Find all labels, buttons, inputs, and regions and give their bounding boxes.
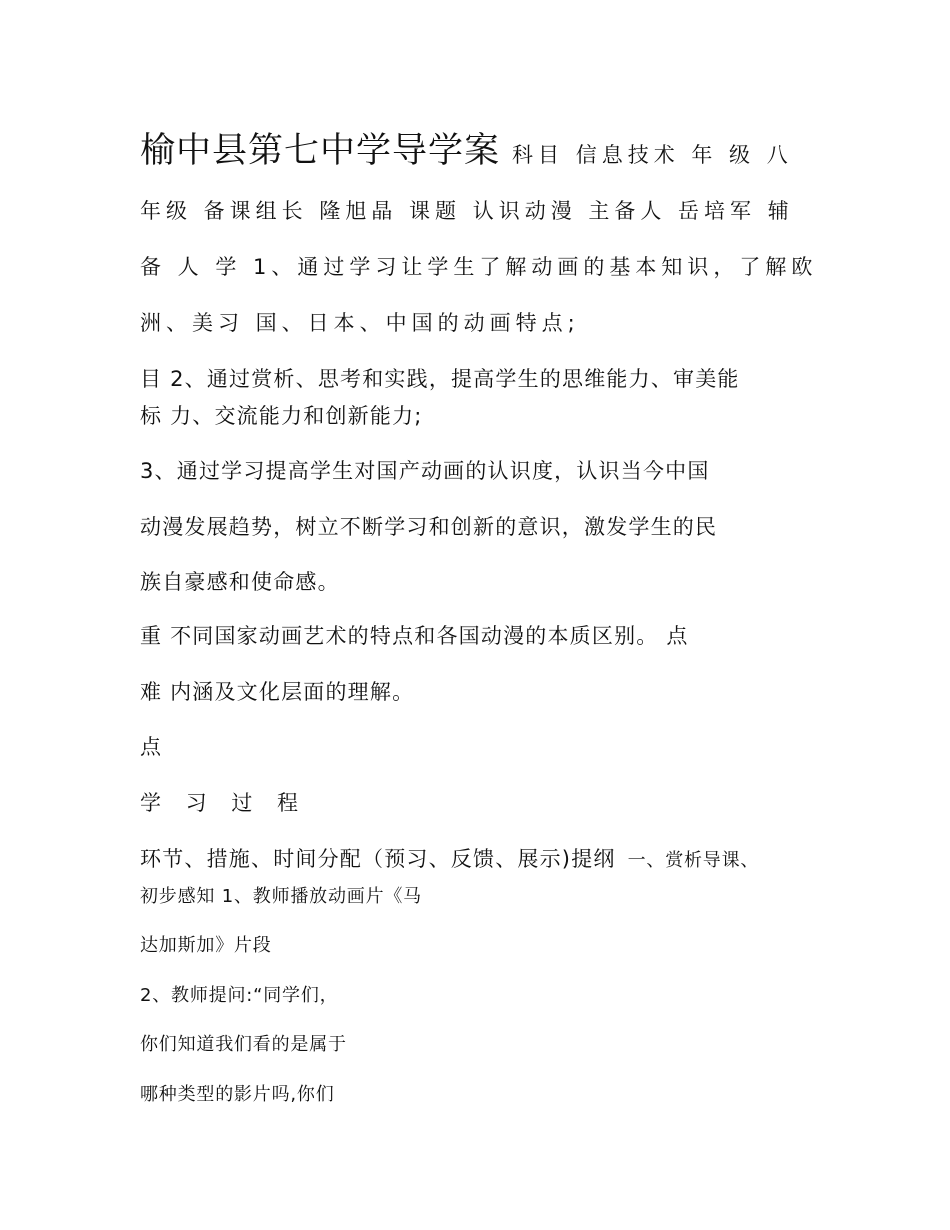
process-line-5: 你们知道我们看的是属于 bbox=[140, 1034, 347, 1055]
process-heading: 学 习 过 程 bbox=[140, 791, 308, 815]
objective-line-5: 动漫发展趋势，树立不断学习和创新的意识，激发学生的民 bbox=[140, 515, 718, 539]
process-line-6: 哪种类型的影片吗,你们 bbox=[140, 1084, 335, 1105]
process-line-1 bbox=[140, 849, 759, 870]
header-subject-grade: 科目 信息技术 年 级 八 bbox=[512, 143, 793, 167]
header-row-3: 备 人 学 1、通过学习让学生了解动画的基本知识，了解欧 bbox=[140, 255, 818, 279]
key-point-line-3: 点 bbox=[140, 735, 163, 759]
process-line-1-main: 环节、措施、时间分配（预习、反馈、展示)提纲 bbox=[140, 847, 616, 871]
document-title: 榆中县第七中学导学案 bbox=[140, 131, 501, 171]
objective-line-4: 3、通过学习提高学生对国产动画的认识度，认识当今中国 bbox=[140, 459, 710, 483]
objective-line-2: 目 2、通过赏析、思考和实践，提高学生的思维能力、审美能 bbox=[140, 367, 740, 391]
process-line-2: 初步感知 1、教师播放动画片《马 bbox=[140, 886, 422, 907]
objective-line-6: 族自豪感和使命感。 bbox=[140, 570, 340, 594]
process-line-4: 2、教师提问:“同学们， bbox=[140, 985, 339, 1006]
key-point-line-2: 难 内涵及文化层面的理解。 bbox=[140, 680, 415, 704]
header-row-1 bbox=[140, 131, 793, 171]
header-row-2: 年级 备课组长 隆旭晶 课题 认识动漫 主备人 岳培军 辅 bbox=[140, 199, 794, 223]
process-line-1-tail: 一、赏析导课、 bbox=[627, 850, 760, 871]
objective-line-1: 洲、美习 国、日本、中国的动画特点; bbox=[140, 311, 580, 335]
key-point-line-1: 重 不同国家动画艺术的特点和各国动漫的本质区别。 点 bbox=[140, 624, 689, 648]
objective-line-3: 标 力、交流能力和创新能力; bbox=[140, 404, 423, 428]
process-line-3: 达加斯加》片段 bbox=[140, 935, 272, 956]
